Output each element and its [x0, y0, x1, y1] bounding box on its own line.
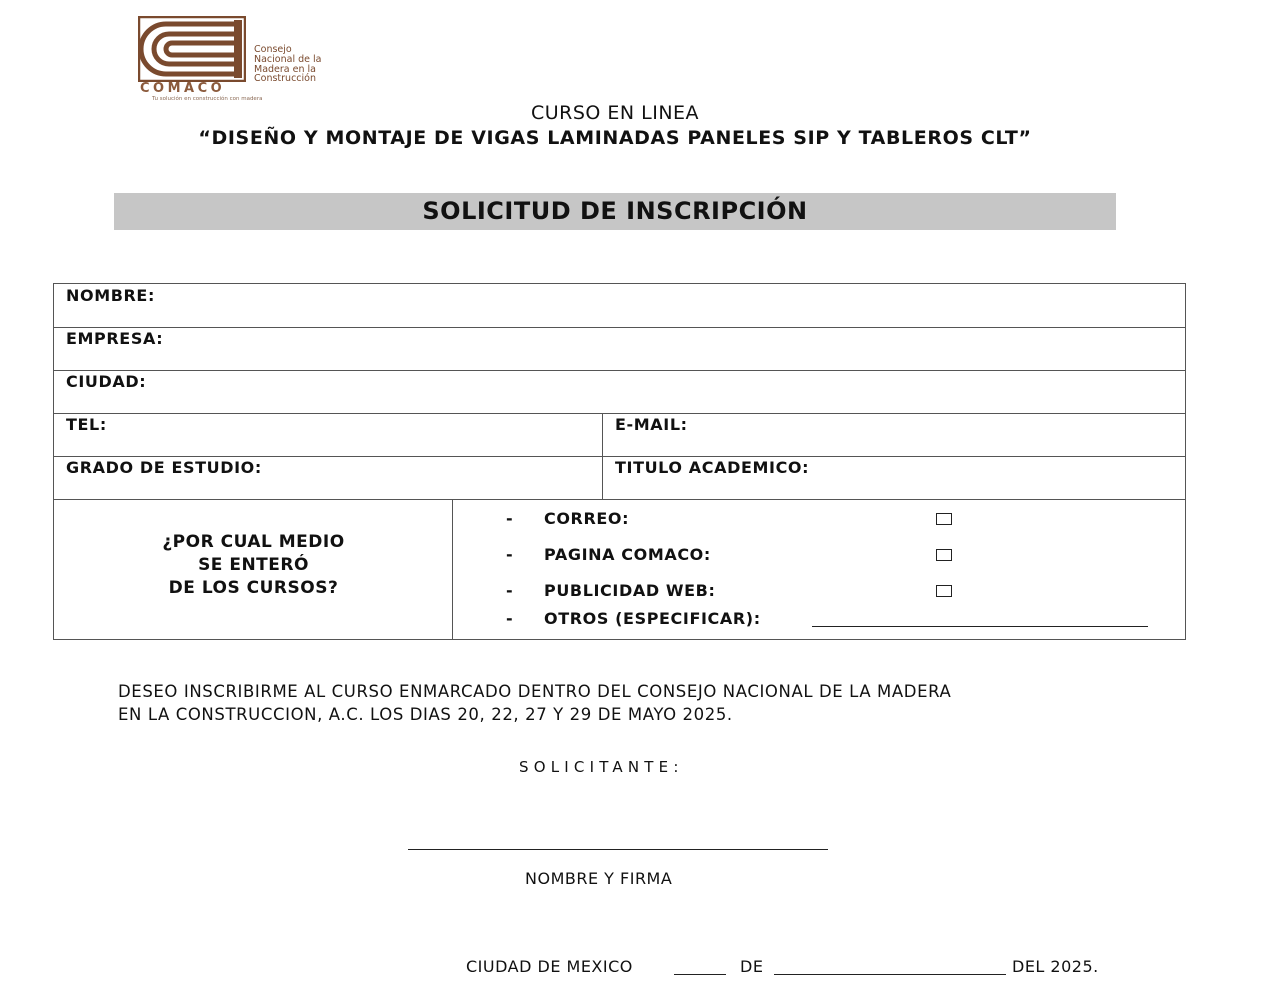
email-field[interactable]: E-MAIL:	[615, 415, 688, 434]
column-divider	[602, 413, 603, 499]
date-de: DE	[740, 957, 764, 976]
option-bullet: -	[506, 581, 513, 600]
option-otros-input[interactable]	[812, 626, 1148, 627]
nombre-field[interactable]: NOMBRE:	[66, 286, 155, 305]
referral-question-line: SE ENTERÓ	[198, 555, 309, 575]
row-divider	[54, 327, 1185, 328]
date-city: CIUDAD DE MEXICO	[466, 957, 633, 976]
form-title-banner	[114, 193, 1116, 230]
comaco-logo-mark	[138, 16, 246, 82]
option-pagina-comaco-checkbox[interactable]	[936, 549, 952, 561]
signature-line[interactable]	[408, 849, 828, 850]
row-divider	[54, 456, 1185, 457]
logo-text-line: Construcción	[254, 73, 316, 84]
date-year: DEL 2025.	[1012, 957, 1099, 976]
declaration-text	[118, 680, 1178, 726]
form-title: SOLICITUD DE INSCRIPCIÓN	[422, 197, 808, 225]
option-correo-checkbox[interactable]	[936, 513, 952, 525]
row-divider	[54, 499, 1185, 500]
grado-estudio-field[interactable]: GRADO DE ESTUDIO:	[66, 458, 262, 477]
option-bullet: -	[506, 545, 513, 564]
option-pagina-comaco-label: PAGINA COMACO:	[544, 545, 711, 564]
date-line	[466, 957, 1116, 981]
referral-question	[54, 531, 453, 600]
ciudad-field[interactable]: CIUDAD:	[66, 372, 147, 391]
row-divider	[54, 413, 1185, 414]
tel-field[interactable]: TEL:	[66, 415, 107, 434]
option-publicidad-web-checkbox[interactable]	[936, 585, 952, 597]
signature-caption: NOMBRE Y FIRMA	[525, 869, 673, 888]
day-blank[interactable]	[674, 974, 726, 975]
declaration-line: EN LA CONSTRUCCION, A.C. LOS DIAS 20, 22, 27 Y 29 DE MAYO 2025.	[118, 705, 733, 724]
month-blank[interactable]	[774, 974, 1006, 975]
logo-text-line: Nacional de la	[254, 54, 322, 65]
logo-text-line: Consejo	[254, 44, 292, 55]
logo-tagline: Tu solución en construcción con madera	[152, 96, 263, 102]
applicant-label: SOLICITANTE:	[519, 758, 684, 776]
option-bullet: -	[506, 509, 513, 528]
option-bullet: -	[506, 609, 513, 628]
row-divider	[54, 370, 1185, 371]
option-otros-label: OTROS (ESPECIFICAR):	[544, 609, 761, 628]
option-correo-label: CORREO:	[544, 509, 630, 528]
titulo-academico-field[interactable]: TITULO ACADEMICO:	[615, 458, 810, 477]
logo-text-line: Madera en la	[254, 64, 316, 75]
course-type-heading: CURSO EN LINEA	[530, 102, 700, 124]
empresa-field[interactable]: EMPRESA:	[66, 329, 164, 348]
comaco-logo	[136, 14, 346, 106]
declaration-line: DESEO INSCRIBIRME AL CURSO ENMARCADO DENTRO DEL CONSEJO NACIONAL DE LA MADERA	[118, 682, 952, 701]
logo-wordmark: COMACO	[140, 81, 226, 96]
option-publicidad-web-label: PUBLICIDAD WEB:	[544, 581, 716, 600]
course-title: “DISEÑO Y MONTAJE DE VIGAS LAMINADAS PANELES SIP Y TABLEROS CLT”	[198, 127, 1032, 149]
referral-question-line: ¿POR CUAL MEDIO	[162, 532, 345, 552]
referral-question-line: DE LOS CURSOS?	[168, 578, 339, 598]
registration-form-table	[53, 283, 1186, 640]
